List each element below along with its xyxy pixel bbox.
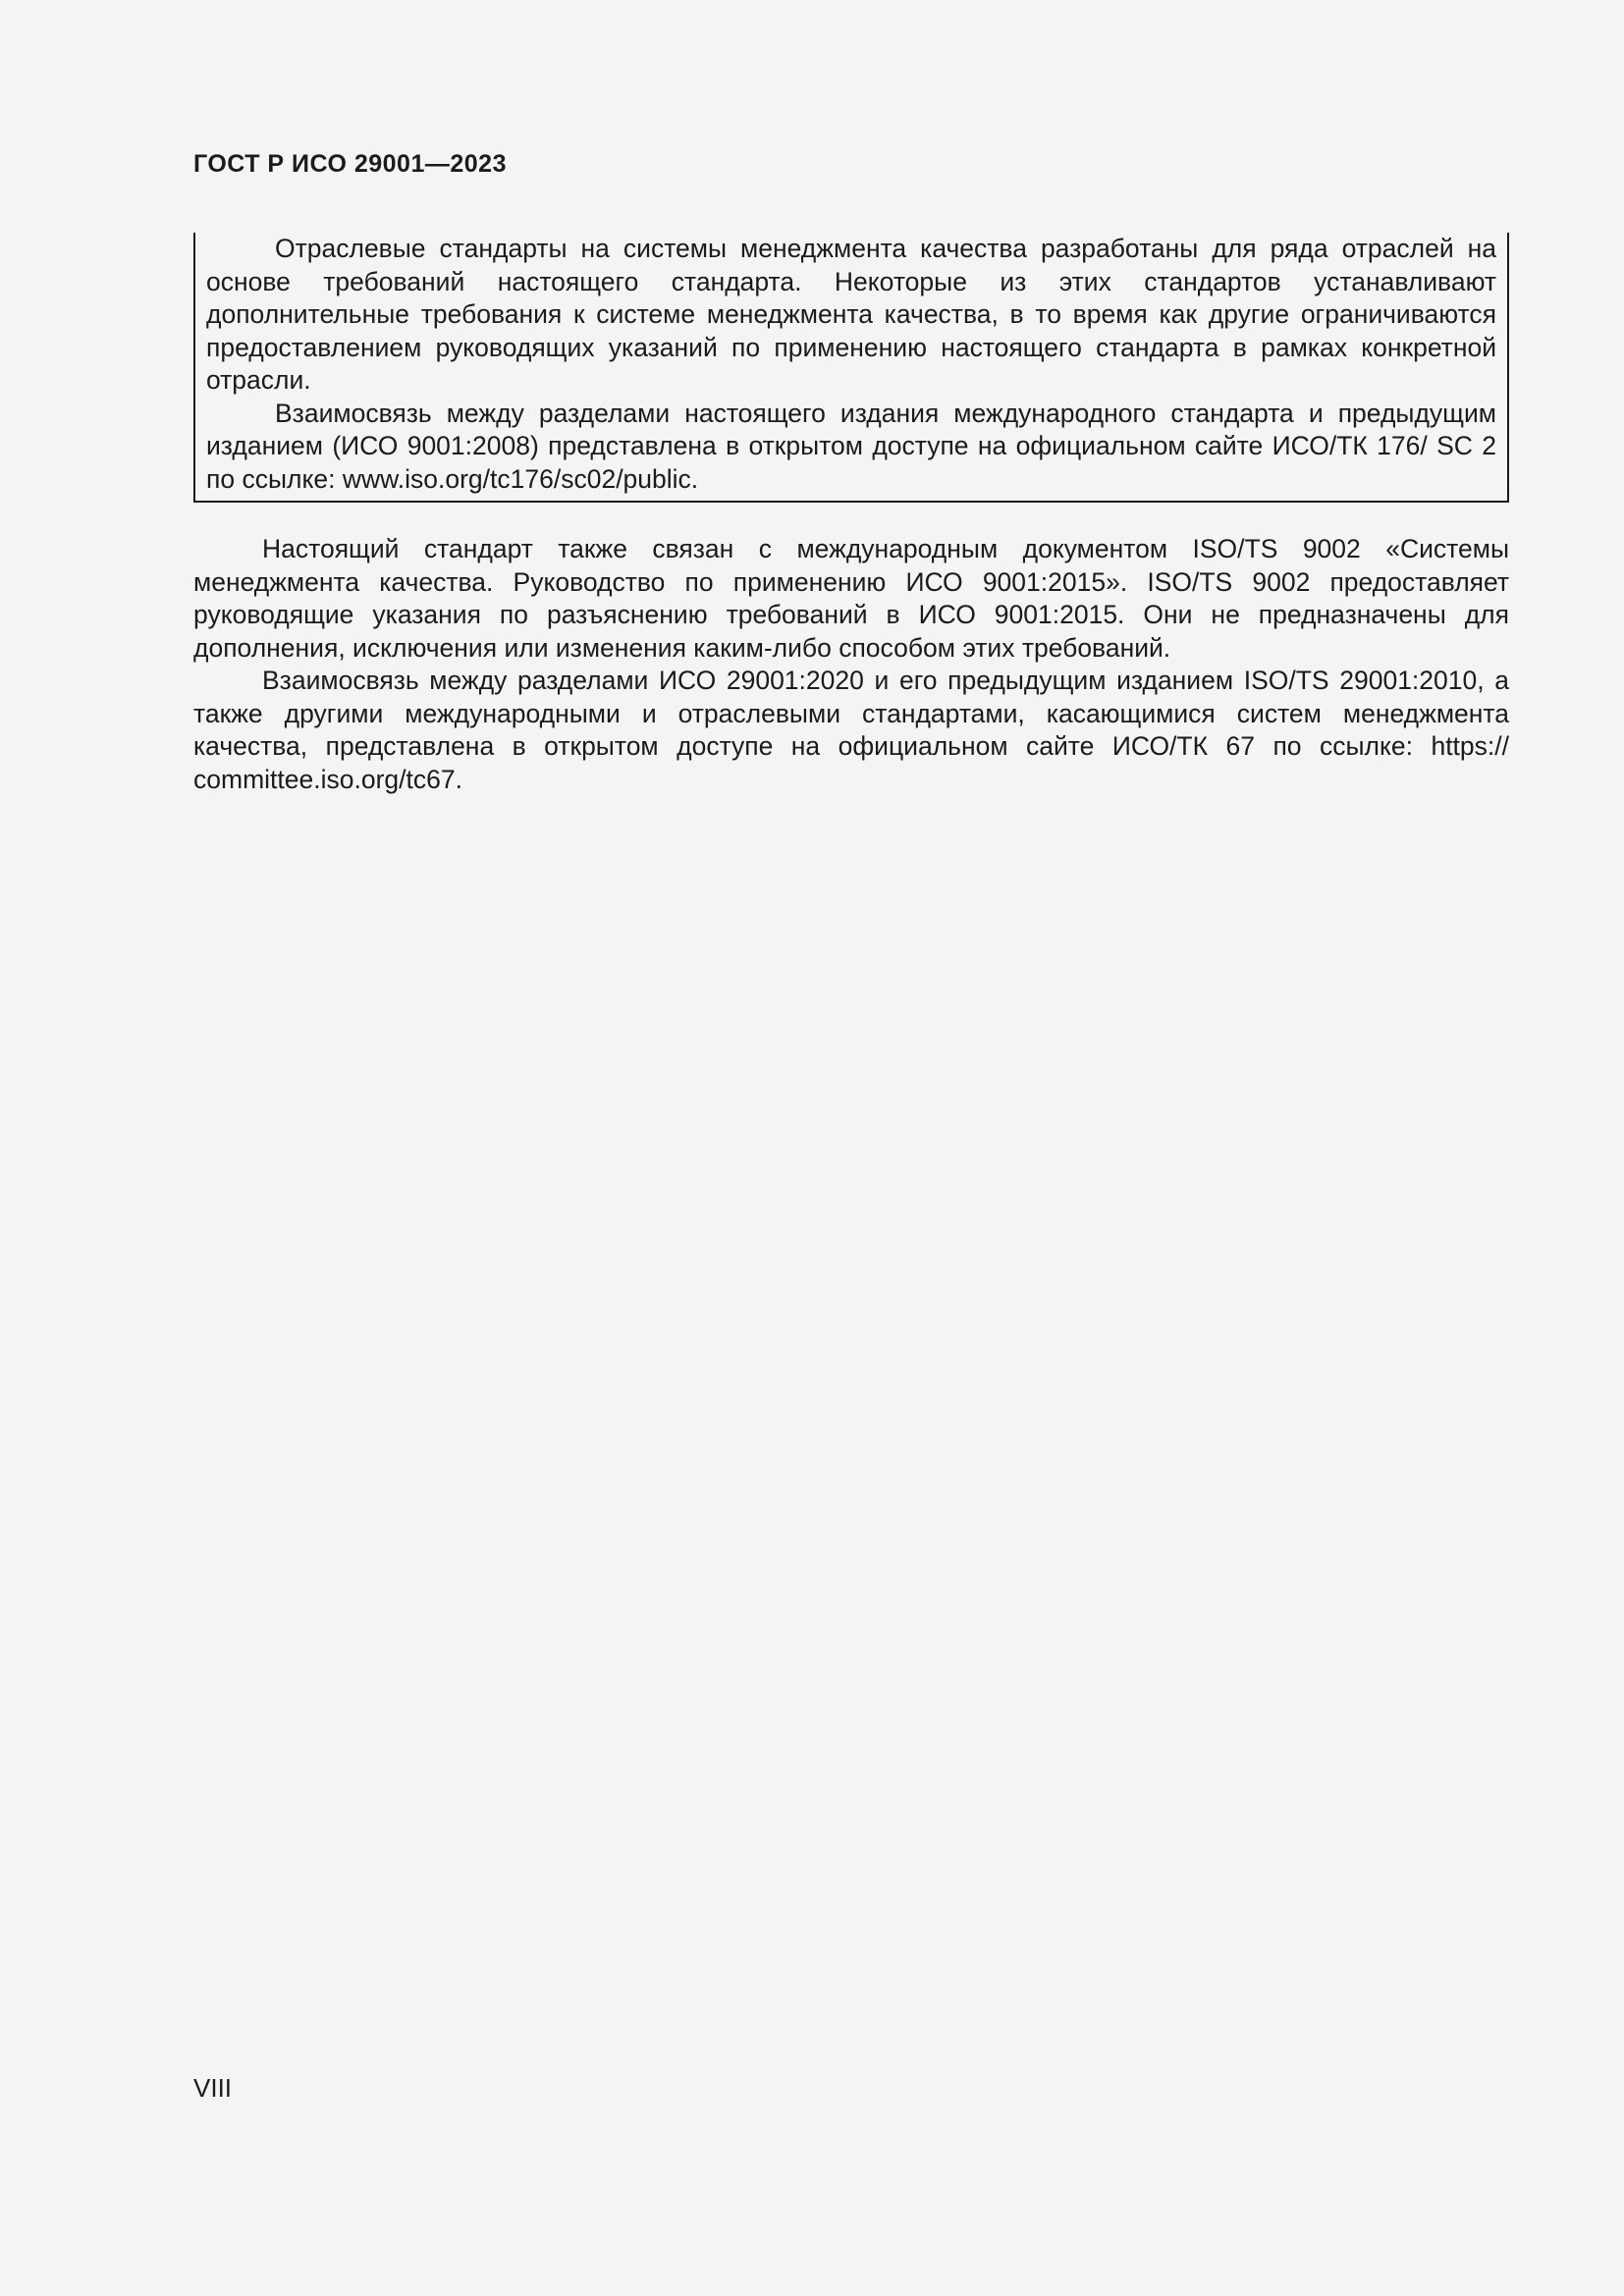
body-paragraph-1: Настоящий стандарт также связан с международным документом ISO/TS 9002 «Системы менеджмента качества. Руководство по применению ИСО 9001:2015». ISO/TS 9002 предоставляет руководящие указания по разъяснению требований в ИСО 9001:2015. Они не предназначены для дополнения, исключения или изменения каким-либо способом этих требований. <box>193 534 1509 663</box>
boxed-quoted-text <box>193 233 1509 503</box>
body-text <box>193 533 1509 796</box>
boxed-paragraph-2: Взаимосвязь между разделами настоящего издания международного стандарта и предыдущим изданием (ИСО 9001:2008) представлена в открытом доступе на официальном сайте ИСО/ТК 176/ SC 2 по ссылке: www.iso.org/tc176/sc02/public. <box>206 398 1496 494</box>
document-header-title: ГОСТ Р ИСО 29001—2023 <box>193 150 507 178</box>
body-paragraph-2: Взаимосвязь между разделами ИСО 29001:2020 и его предыдущим изданием ISO/TS 29001:2010, а также другими международными и отраслевыми стандартами, касающимися систем менеджмента качества, представлена в открытом доступе на официальном сайте ИСО/ТК 67 по ссылке: https:// committee.iso.org/tc67. <box>193 666 1509 794</box>
boxed-paragraph-1: Отраслевые стандарты на системы менеджмента качества разработаны для ряда отраслей на основе требований настоящего стандарта. Некоторые из этих стандартов устанавливают дополнительные требования к системе менеджмента качества, в то время как другие ограничиваются предоставлением руководящих указаний по применению настоящего стандарта в рамках конкретной отрасли. <box>206 234 1496 395</box>
page-number: VIII <box>193 2073 233 2103</box>
